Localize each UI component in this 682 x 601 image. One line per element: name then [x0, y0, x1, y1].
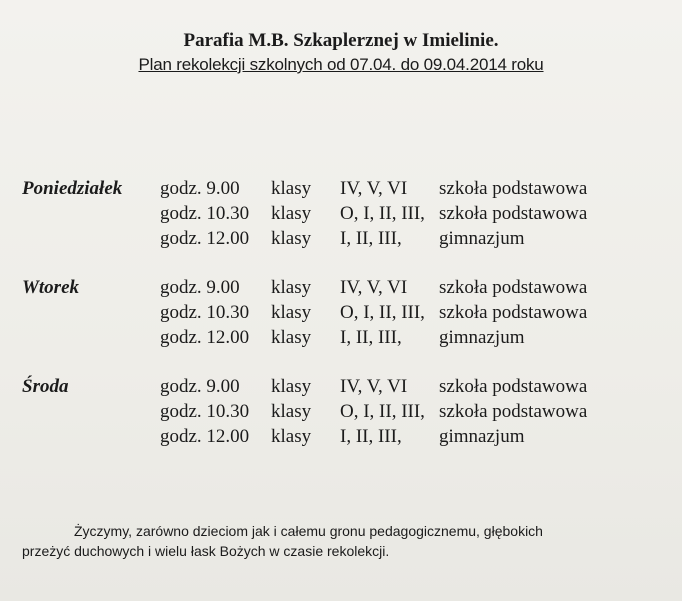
time-cell: godz. 10.30 — [160, 302, 250, 323]
grades-cell: IV, V, VI — [340, 376, 408, 397]
school-cell: szkoła podstawowa — [439, 178, 588, 199]
time-cell: godz. 10.30 — [160, 401, 250, 422]
school-cell: gimnazjum — [439, 327, 525, 348]
school-cell: szkoła podstawowa — [439, 277, 588, 298]
grades-cell: I, II, III, — [340, 228, 402, 249]
time-cell: godz. 9.00 — [160, 178, 240, 199]
time-cell: godz. 9.00 — [160, 376, 240, 397]
page-title: Parafia M.B. Szkaplerznej w Imielinie. — [183, 30, 499, 51]
day-label-monday: Poniedziałek — [22, 178, 123, 199]
time-cell: godz. 12.00 — [160, 426, 250, 447]
school-cell: szkoła podstawowa — [439, 401, 588, 422]
grades-cell: I, II, III, — [340, 426, 402, 447]
klasy-cell: klasy — [271, 203, 312, 224]
closing-wishes-line-1: Życzymy, zarówno dzieciom jak i całemu gronu pedagogicznemu, głębokich — [74, 523, 543, 539]
klasy-cell: klasy — [271, 228, 312, 249]
grades-cell: IV, V, VI — [340, 277, 408, 298]
day-label-wednesday: Środa — [22, 376, 69, 397]
klasy-cell: klasy — [271, 426, 312, 447]
school-cell: szkoła podstawowa — [439, 376, 588, 397]
klasy-cell: klasy — [271, 401, 312, 422]
time-cell: godz. 12.00 — [160, 228, 250, 249]
day-label-tuesday: Wtorek — [22, 277, 79, 298]
school-cell: gimnazjum — [439, 426, 525, 447]
time-cell: godz. 12.00 — [160, 327, 250, 348]
time-cell: godz. 9.00 — [160, 277, 240, 298]
grades-cell: O, I, II, III, — [340, 302, 425, 323]
closing-wishes — [22, 521, 632, 561]
klasy-cell: klasy — [271, 376, 312, 397]
klasy-cell: klasy — [271, 302, 312, 323]
school-cell: szkoła podstawowa — [439, 302, 588, 323]
klasy-cell: klasy — [271, 277, 312, 298]
klasy-cell: klasy — [271, 327, 312, 348]
closing-wishes-line-2: przeżyć duchowych i wielu łask Bożych w czasie rekolekcji. — [22, 543, 390, 559]
time-cell: godz. 10.30 — [160, 203, 250, 224]
grades-cell: O, I, II, III, — [340, 203, 425, 224]
school-cell: gimnazjum — [439, 228, 525, 249]
grades-cell: IV, V, VI — [340, 178, 408, 199]
klasy-cell: klasy — [271, 178, 312, 199]
school-cell: szkoła podstawowa — [439, 203, 588, 224]
grades-cell: I, II, III, — [340, 327, 402, 348]
page-subtitle: Plan rekolekcji szkolnych od 07.04. do 09.04.2014 roku — [138, 55, 544, 74]
grades-cell: O, I, II, III, — [340, 401, 425, 422]
